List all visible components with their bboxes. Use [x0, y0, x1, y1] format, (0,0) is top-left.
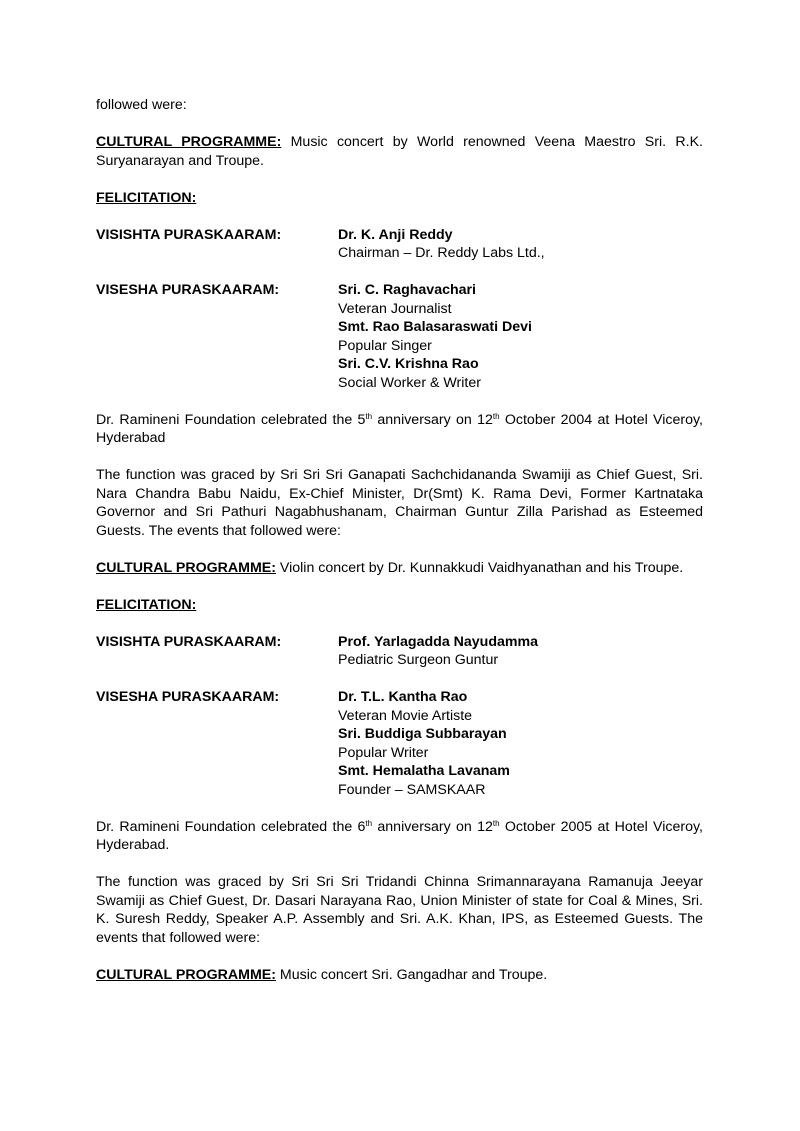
cultural-programme-3: [96, 966, 703, 985]
awardee-role: Pediatric Surgeon Guntur: [338, 652, 499, 668]
cultural-text: Music concert Sri. Gangadhar and Troupe.: [275, 966, 548, 983]
cultural-text: Violin concert by Dr. Kunnakkudi Vaidhyanathan and his Troupe.: [275, 559, 684, 576]
awardee-role: Veteran Journalist: [338, 300, 452, 317]
cultural-programme-2: [96, 559, 703, 578]
function-5-text: The function was graced by Sri Sri Sri Ganapati Sachchidananda Swamiji as Chief Guest, Sri. Nara Chandra Babu Naidu, Ex-Chief Minister, Dr(Smt) K. Rama Devi, Former Kartnataka Governor and Sri Pathuri Nagabhushanam, Chairman Guntur Zilla Parishad as Esteemed Guests. The events that followed were:: [96, 467, 703, 539]
awardee-role: Chairman – Dr. Reddy Labs Ltd.,: [338, 245, 545, 261]
cultural-heading: CULTURAL PROGRAMME:: [96, 966, 276, 983]
awardee-name: Dr. K. Anji Reddy: [338, 226, 453, 243]
awardee-role: Veteran Movie Artiste: [338, 707, 473, 724]
visesha-label: VISESHA PURASKAARAM:: [96, 689, 280, 705]
document-page: [96, 96, 703, 984]
cultural-programme-1: [96, 133, 703, 170]
awardee-name: Dr. T.L. Kantha Rao: [338, 689, 468, 705]
cultural-text: Music concert by World renowned Veena Maestro Sri. R.K. Suryanarayan and Troupe.: [96, 134, 703, 169]
visesha-label: VISESHA PURASKAARAM:: [96, 282, 280, 298]
visesha-row: [96, 688, 703, 799]
anniversary-6-text: Dr. Ramineni Foundation celebrated the 6th anniversary on 12th October 2005 at Hotel Viceroy, Hyderabad.: [96, 818, 703, 853]
awardee-role: Founder – SAMSKAAR: [338, 781, 486, 798]
function-6-text: The function was graced by Sri Sri Sri Tridandi Chinna Srimannarayana Ramanuja Jeeyar Swamiji as Chief Guest, Dr. Dasari Narayana Rao, Union Minister of state for Coal & Mines, Sri. K. Suresh Reddy, Speaker A.P. Assembly and Sri. A.K. Khan, IPS, as Esteemed Guests. The events that followed were:: [96, 874, 703, 946]
felicitation-heading: FELICITATION:: [96, 189, 197, 206]
visishta-row: [96, 226, 703, 263]
awardee-role: Social Worker & Writer: [338, 374, 481, 391]
intro-text: followed were:: [96, 97, 187, 113]
visishta-label: VISISHTA PURASKAARAM:: [96, 633, 282, 650]
awardee-name: Smt. Hemalatha Lavanam: [338, 763, 510, 779]
awardee-role: Popular Writer: [338, 744, 429, 761]
anniversary-5-text: Dr. Ramineni Foundation celebrated the 5th anniversary on 12th October 2004 at Hotel Viceroy, Hyderabad: [96, 411, 703, 446]
awardee-name: Sri. C. Raghavachari: [338, 282, 476, 298]
awardee-name: Sri. C.V. Krishna Rao: [338, 356, 479, 372]
visishta-row: [96, 633, 703, 670]
awardee-name: Prof. Yarlagadda Nayudamma: [338, 633, 539, 650]
cultural-heading: CULTURAL PROGRAMME:: [96, 134, 282, 150]
awardee-name: Smt. Rao Balasaraswati Devi: [338, 319, 532, 335]
awardee-name: Sri. Buddiga Subbarayan: [338, 726, 507, 742]
cultural-heading: CULTURAL PROGRAMME:: [96, 559, 276, 576]
awardee-role: Popular Singer: [338, 337, 432, 354]
visesha-row: [96, 281, 703, 392]
felicitation-heading: FELICITATION:: [96, 596, 197, 613]
visishta-label: VISISHTA PURASKAARAM:: [96, 226, 282, 243]
